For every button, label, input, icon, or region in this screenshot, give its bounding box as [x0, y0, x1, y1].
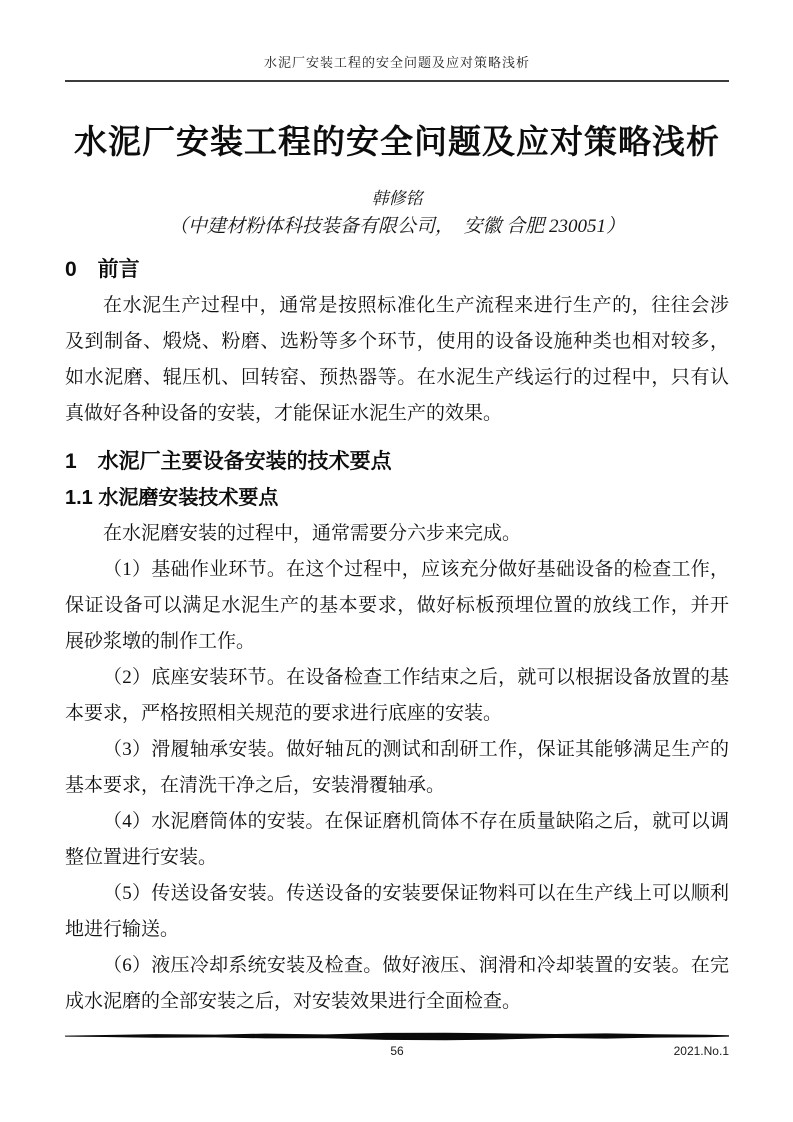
paragraph-step-6: （6）液压冷却系统安装及检查。做好液压、润滑和冷却装置的安装。在完成水泥磨的全部安装之后，对安装效果进行全面检查。: [65, 955, 729, 1012]
issue-label: 2021.No.1: [673, 1044, 729, 1058]
page-footer: [65, 1032, 729, 1059]
paragraph-step-4: （4）水泥磨筒体的安装。在保证磨机筒体不存在质量缺陷之后，就可以调整位置进行安装。: [65, 811, 729, 868]
article-title: 水泥厂安装工程的安全问题及应对策略浅析: [74, 123, 720, 160]
section-heading-1: 1 水泥厂主要设备安装的技术要点: [65, 450, 392, 473]
section-heading-1-1: 1.1 水泥磨安装技术要点: [65, 487, 279, 509]
paragraph-foreword: 在水泥生产过程中，通常是按照标准化生产流程来进行生产的，往往会涉及到制备、煅烧、粉磨、选粉等多个环节，使用的设备设施种类也相对较多，如水泥磨、辊压机、回转窑、预热器等。在水泥生产线运行的过程中，只有认真做好各种设备的安装，才能保证水泥生产的效果。: [65, 295, 729, 424]
paragraph-step-1: （1）基础作业环节。在这个过程中，应该充分做好基础设备的检查工作，保证设备可以满足水泥生产的基本要求，做好标板预埋位置的放线工作，并开展砂浆墩的制作工作。: [65, 559, 729, 652]
header-rule: [65, 80, 729, 82]
running-header: [65, 54, 729, 82]
running-header-title: 水泥厂安装工程的安全问题及应对策略浅析: [263, 55, 530, 70]
article-author: 韩修铭: [371, 189, 423, 208]
paragraph-step-2: （2）底座安装环节。在设备检查工作结束之后，就可以根据设备放置的基本要求，严格按照相关规范的要求进行底座的安装。: [65, 667, 729, 724]
page-number: 56: [390, 1044, 404, 1058]
section-heading-0-foreword: 0 前言: [65, 258, 140, 281]
footer-thick-rule: [65, 1032, 729, 1041]
paragraph-step-5: （5）传送设备安装。传送设备的安装要保证物料可以在生产线上可以顺利地进行输送。: [65, 883, 729, 940]
footer-row: [65, 1043, 729, 1059]
paragraph-1-1-intro: 在水泥磨安装的过程中，通常需要分六步来完成。: [103, 523, 522, 544]
paragraph-step-3: （3）滑履轴承安装。做好轴瓦的测试和刮研工作，保证其能够满足生产的基本要求，在清洗干净之后，安装滑覆轴承。: [65, 739, 729, 796]
article-affiliation: （中建材粉体科技装备有限公司， 安徽 合肥 230051）: [168, 216, 625, 237]
